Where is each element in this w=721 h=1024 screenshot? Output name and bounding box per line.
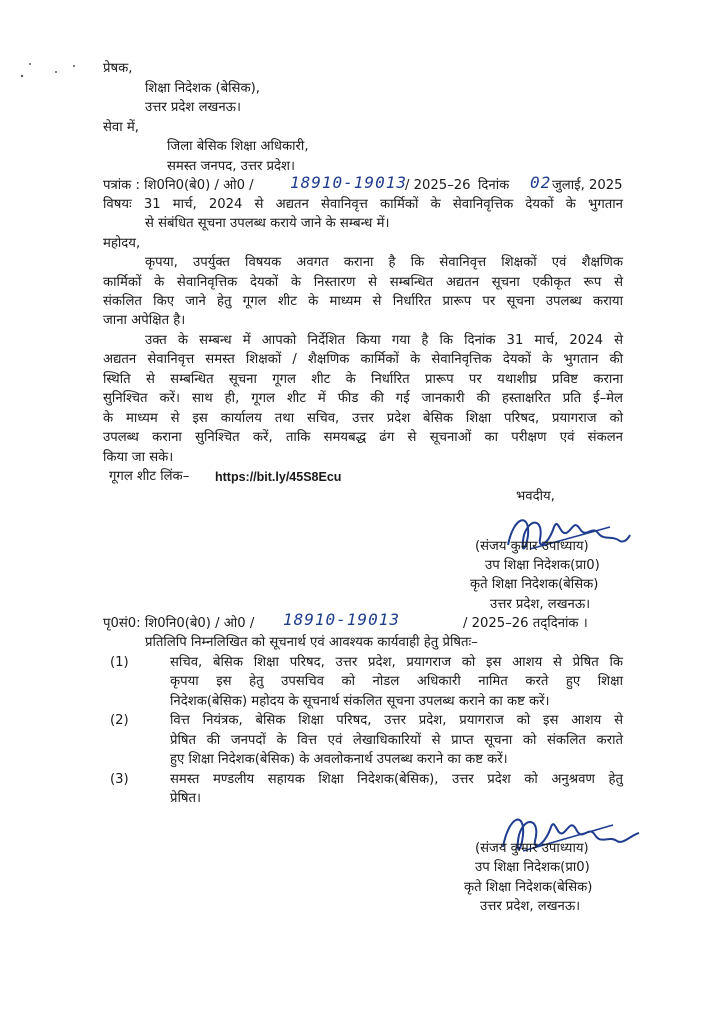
google-sheet-link[interactable]: https://bit.ly/45S8Ecu	[215, 470, 342, 484]
sender-name: शिक्षा निदेशक (बेसिक),	[145, 81, 260, 96]
recipient-label: सेवा में,	[103, 120, 139, 135]
copy-2-number: (2)	[110, 713, 129, 728]
date-day-handwritten: 02	[530, 173, 552, 192]
signatory1-name: (संजय कुमार उपाध्याय)	[475, 539, 589, 554]
subject-line-2: से संबंधित सूचना उपलब्ध कराये जाने के सम्बन्ध में।	[145, 216, 390, 231]
date-label: दिनांक	[478, 178, 510, 193]
sender-label: प्रेषक,	[103, 61, 133, 76]
copy-2-line-2: प्रेषित की जनपदों के वित्त एवं लेखाधिकारियों से प्राप्त सूचना को संकलित कराते	[170, 733, 623, 748]
para2-line-3: स्थिति से सम्बन्धित सूचना गूगल शीट के निर्धारित प्रारूप पर यथाशीघ्र प्रविष्ट कराना	[103, 372, 623, 387]
recipient-place: समस्त जनपद, उत्तर प्रदेश।	[167, 159, 296, 174]
para2-line-5: के माध्यम से इस कार्यालय तथा सचिव, उत्तर प्रदेश बेसिक शिक्षा परिषद, प्रयागराज को	[103, 411, 623, 426]
google-sheet-label: गूगल शीट लिंक–	[109, 469, 190, 484]
copy-number-handwritten: 18910-19013	[283, 610, 400, 629]
para1-line-2: कार्मिकों के सेवानिवृत्तिक देयकों के निस्तारण से सम्बन्धित अद्यतन सूचना एकीकृत रूप से	[103, 275, 623, 290]
para2-line-4: सुनिश्चित करें। साथ ही, गूगल शीट में फीड की गई जानकारी की हस्ताक्षरित प्रति ई–मेल	[103, 391, 623, 406]
salutation: महोदय,	[103, 236, 141, 251]
copy-1-number: (1)	[110, 655, 129, 670]
copy-3-line-1: समस्त मण्डलीय सहायक शिक्षा निदेशक(बेसिक), उत्तर प्रदेश को अनुश्रवण हेतु	[170, 772, 623, 787]
para1-line-4: जाना अपेक्षित है।	[103, 313, 186, 328]
signatory1-place: उत्तर प्रदेश, लखनऊ।	[490, 597, 591, 612]
copy-2-line-3: हुए शिक्षा निदेशक(बेसिक) के अवलोकनार्थ उपलब्ध कराने का कष्ट करें।	[170, 752, 508, 767]
copy-1-line-1: सचिव, बेसिक शिक्षा परिषद, उत्तर प्रदेश, प्रयागराज को इस आशय से प्रेषित कि	[170, 655, 623, 670]
signatory2-place: उत्तर प्रदेश, लखनऊ।	[480, 899, 581, 914]
signatory2-for: कृते शिक्षा निदेशक(बेसिक)	[464, 880, 593, 895]
signature-1	[500, 505, 635, 565]
copy-number-suffix: / 2025–26 तद्‌दिनांक ।	[463, 616, 588, 631]
copy-3-number: (3)	[110, 772, 129, 787]
recipient-name: जिला बेसिक शिक्षा अधिकारी,	[167, 139, 309, 154]
copy-1-line-2: कृपया इस हेतु उपसचिव को नोडल अधिकारी नामित करते हुए शिक्षा	[170, 674, 623, 689]
letter-number-prefix: पत्रांक : शि0नि0(बे0) / ओ0 /	[103, 178, 254, 193]
signatory2-designation: उप शिक्षा निदेशक(प्रा0)	[475, 860, 590, 875]
sender-place: उत्तर प्रदेश लखनऊ।	[145, 100, 241, 115]
signatory1-designation: उप शिक्षा निदेशक(प्रा0)	[485, 558, 600, 573]
para2-line-6: उपलब्ध कराना सुनिश्चित करें, ताकि समयबद्ध ढंग से सूचनाओं का परीक्षण एवं संकलन	[103, 430, 623, 445]
signature-2	[495, 805, 645, 865]
signatory2-name: (संजय कुमार उपाध्याय)	[475, 841, 589, 856]
copy-1-line-3: निदेशक(बेसिक) महोदय के सूचनार्थ संकलित सूचना उपलब्ध कराने का कष्ट करें।	[170, 694, 550, 709]
closing: भवदीय,	[516, 489, 555, 504]
para2-line-2: अद्यतन सेवानिवृत्त समस्त शिक्षकों / शैक्षणिक कार्मिकों के सेवानिवृत्तिक देयकों के भुगतान की	[103, 352, 623, 367]
para1-line-1: कृपया, उपर्युक्त विषयक अवगत कराना है कि सेवानिवृत्त शिक्षकों एवं शैक्षणिक	[145, 255, 623, 270]
copy-intro: प्रतिलिपि निम्नलिखित को सूचनार्थ एवं आवश्यक कार्यवाही हेतु प्रेषितः–	[145, 635, 478, 650]
scan-marks	[18, 58, 78, 88]
para1-line-3: संकलित किए जाने हेतु गूगल शीट के माध्यम से निर्धारित प्रारूप पर सूचना उपलब्ध कराया	[103, 294, 623, 309]
copy-3-line-2: प्रेषित।	[170, 791, 202, 806]
copy-2-line-1: वित्त नियंत्रक, बेसिक शिक्षा परिषद, उत्तर प्रदेश, प्रयागराज को इस आशय से	[170, 713, 623, 728]
letter-number-handwritten: 18910-19013	[290, 173, 407, 192]
para2-line-7: किया जा सके।	[103, 450, 174, 465]
date-month-year: जुलाई, 2025	[552, 178, 623, 193]
copy-number-prefix: पृ0सं0: शि0नि0(बे0) / ओ0 /	[103, 616, 255, 631]
subject-line-1: विषयः 31 मार्च, 2024 से अद्यतन सेवानिवृत्त कार्मिकों के सेवानिवृत्तिक देयकों के भुगतान	[103, 197, 623, 212]
letter-year: / 2025–26	[405, 178, 471, 193]
signatory1-for: कृते शिक्षा निदेशक(बेसिक)	[470, 577, 599, 592]
para2-line-1: उक्त के सम्बन्ध में आपको निर्देशित किया गया है कि दिनांक 31 मार्च, 2024 से	[145, 333, 623, 348]
